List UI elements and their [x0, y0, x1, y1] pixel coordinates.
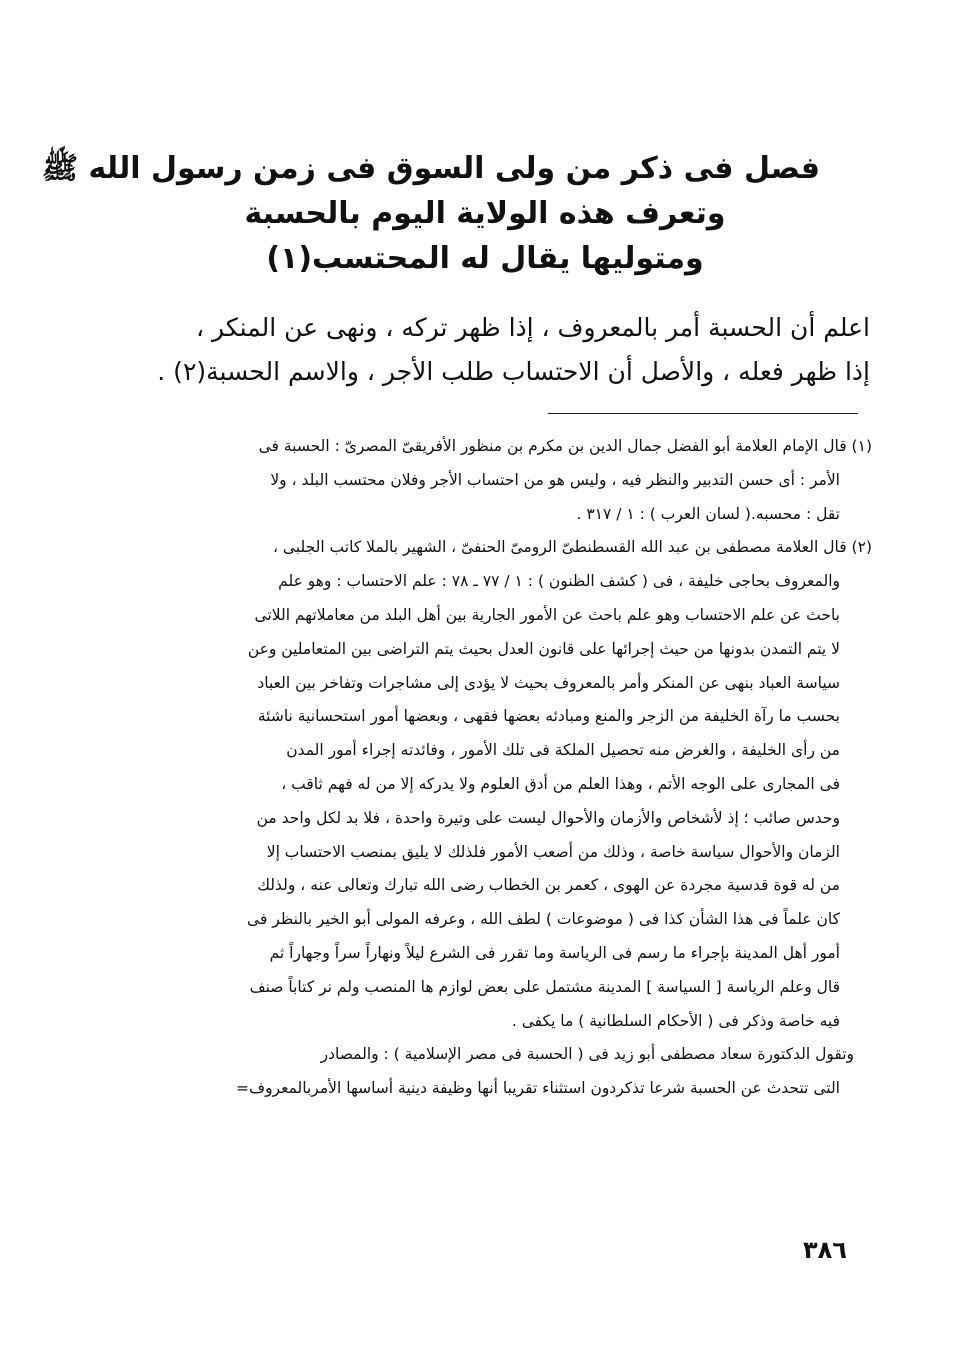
- footnote-2-line-3: باحث عن علم الاحتساب وهو علم باحث عن الأمور الجارية بين أهل البلد من معاملاتهم اللاتى: [254, 605, 840, 624]
- title-line-2: وتعرف هذه الولاية اليوم بالحسبة: [244, 196, 726, 231]
- footnote-para-line-1: وتقول الدكتورة سعاد مصطفى أبو زيد فى ( الحسبة فى مصر الإسلامية ) : والمصادر: [320, 1045, 854, 1064]
- footnote-2-line-1: (٢) قال العلامة مصطفى بن عبد الله القسطنطىّ الرومىّ الحنفىّ ، الشهير بالملا كاتب الجلبى ،: [272, 538, 872, 557]
- footnote-2-line-7: من رأى الخليفة ، والغرض منه تحصيل الملكة فى تلك الأمور ، وفائدته إجراء أمور المدن: [286, 741, 840, 760]
- footnote-1-line-3: تقل : محسبه.( لسان العرب ) : ١ / ٣١٧ .: [576, 504, 840, 523]
- title-line-3: ومتوليها يقال له المحتسب(١): [266, 241, 704, 276]
- main-paragraph: [100, 306, 870, 394]
- footnote-2-line-13: أمور أهل المدينة بإجراء ما رسم فى الرياسة وما تقرر فى الشرع ليلاً ونهاراً سراً وجهاراً ثم: [269, 943, 840, 962]
- footnote-2-line-8: فى المجارى على الوجه الأتم ، وهذا العلم من أدق العلوم ولا يدركه إلا من له فهم ثاقب ،: [281, 774, 840, 793]
- footnote-2-line-15: فيه خاصة وذكر فى ( الأحكام السلطانية ) ما يكفى .: [511, 1011, 840, 1030]
- footnote-2-line-10: الزمان والأحوال سياسة خاصة ، وذلك من أصعب الأمور فلذلك لا يليق بمنصب الاحتساب إلا: [266, 842, 840, 861]
- page-number: ٣٨٦: [803, 1236, 847, 1264]
- footnote-1-line-1: (١) قال الإمام العلامة أبو الفضل جمال الدين بن مكرم بن منظور الأفريقىّ المصرىّ : الحسبة فى: [258, 437, 872, 455]
- footnote-2-line-14: قال وعلم الرياسة [ السياسة ] المدينة مشتمل على بعض لوازم ها المنصب ولم نر كتاباً صنف: [249, 977, 840, 996]
- footnote-2-line-4: لا يتم التمدن بدونها من حيث إجرائها على قانون العدل بحيث يتم التراضى بين المتعاملين وعن: [247, 639, 840, 658]
- footnote-2-line-11: من له قوة قدسية مجردة عن الهوى ، كعمر بن الخطاب رضى الله تبارك وتعالى عنه ، ولذلك: [257, 876, 840, 895]
- footnote-para-line-2: التى تتحدث عن الحسبة شرعا تذكردون استثناء تقريبا أنها وظيفة دينية أساسها الأمربالمعروف=: [236, 1079, 840, 1098]
- footnote-2-line-5: سياسة العباد بنهى عن المنكر وأمر بالمعروف بحيث لا يؤدى إلى مشاجرات وتفاخر بين العباد: [257, 673, 840, 692]
- chapter-title: [41, 146, 820, 281]
- main-line-2: إذا ظهر فعله ، والأصل أن الاحتساب طلب الأجر ، والاسم الحسبة(٢) .: [157, 357, 870, 386]
- footnote-2-line-12: كان علماً فى هذا الشأن كذا فى ( موضوعات ) لطف الله ، وعرفه المولى أبو الخير بالنظر فى: [247, 910, 840, 929]
- footnote-separator: [548, 413, 858, 414]
- footnote-2-line-2: والمعروف بحاجى خليفة ، فى ( كشف الظنون ) : ١ / ٧٧ ـ ٧٨ : علم الاحتساب : وهو علم: [278, 572, 840, 591]
- title-line-1: فصل فى ذكر من ولى السوق فى زمن رسول الله ﷺ: [41, 151, 820, 186]
- footnotes: [112, 430, 872, 1106]
- footnote-1-line-2: الأمر : أى حسن التدبير والنظر فيه ، وليس هو من احتساب الأجر وفلان محتسب البلد ، ولا: [270, 470, 840, 489]
- main-line-1: اعلم أن الحسبة أمر بالمعروف ، إذا ظهر تركه ، ونهى عن المنكر ،: [196, 313, 870, 342]
- footnote-2-line-9: وحدس صائب ؛ إذ لأشخاص والأزمان والأحوال ليست على وتيرة واحدة ، فلا بد لكل واحد من: [256, 808, 840, 827]
- footnote-2-line-6: بحسب ما رآة الخليفة من الزجر والمنع ومبادئه بعضها فقهى ، وبعضها أمور استحسانية ناشئة: [257, 707, 840, 726]
